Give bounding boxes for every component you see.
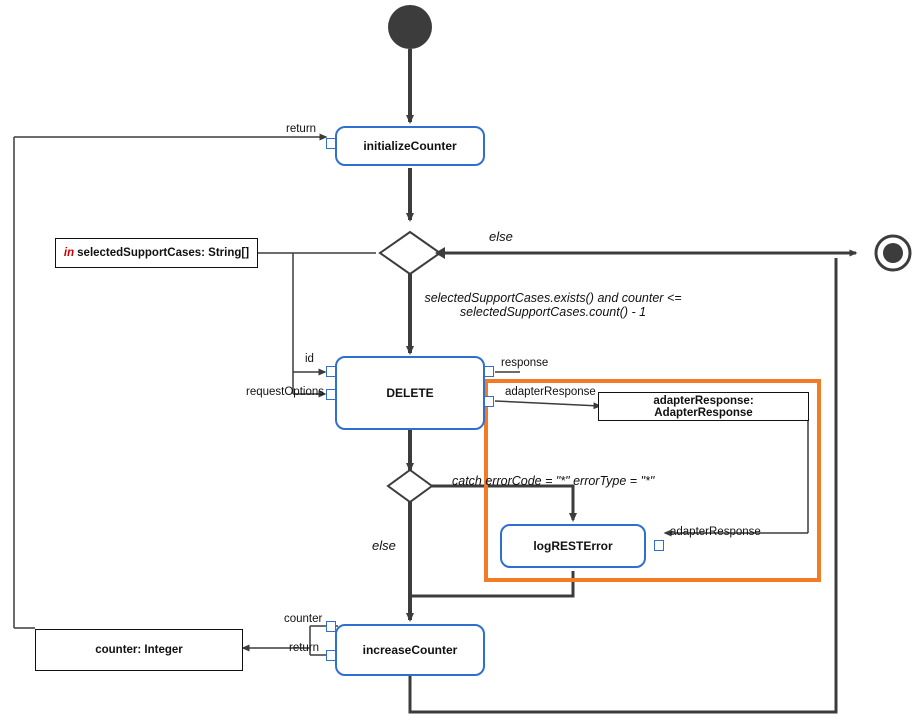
action-increase-counter-label: increaseCounter	[362, 643, 458, 657]
pin-increase-counter-return[interactable]	[326, 650, 336, 661]
pin-delete-response[interactable]	[484, 366, 494, 377]
pin-label-increase-counter-return: return	[289, 642, 320, 654]
object-selected-support-cases[interactable]	[55, 238, 258, 268]
object-counter[interactable]	[35, 629, 243, 671]
edge-label-else-bottom: else	[372, 538, 396, 553]
pin-label-log-rest-error-adapter-response: adapterResponse	[670, 526, 761, 538]
pin-delete-id[interactable]	[326, 366, 336, 377]
action-log-rest-error[interactable]	[500, 524, 646, 568]
action-delete-label: DELETE	[386, 386, 434, 400]
action-delete[interactable]	[335, 356, 485, 430]
action-initialize-counter[interactable]	[335, 126, 485, 166]
pin-initialize-counter-return[interactable]	[326, 138, 336, 149]
pin-delete-request-options[interactable]	[326, 389, 336, 400]
object-selected-support-cases-keyword: in	[63, 247, 75, 259]
pin-label-delete-id: id	[305, 353, 314, 365]
pin-increase-counter-counter[interactable]	[326, 621, 336, 632]
object-adapter-response-label: adapterResponse: AdapterResponse	[653, 394, 754, 419]
edge-label-catch-guard: catch errorCode = "*" errorType = "*"	[452, 474, 655, 488]
action-log-rest-error-label: logRESTError	[533, 539, 613, 553]
pin-label-increase-counter-counter: counter	[284, 613, 323, 625]
object-adapter-response[interactable]	[598, 392, 809, 421]
edge-label-loop-guard: selectedSupportCases.exists() and counter <= selectedSupportCases.count() - 1	[424, 291, 682, 319]
edge-label-else-top: else	[489, 229, 513, 244]
pin-log-rest-error-adapter-response[interactable]	[654, 540, 664, 551]
pin-label-initialize-counter-return: return	[286, 123, 317, 135]
action-initialize-counter-label: initializeCounter	[363, 139, 457, 153]
pin-delete-adapter-response[interactable]	[484, 396, 494, 407]
object-counter-label: counter: Integer	[95, 644, 183, 656]
pin-label-delete-request-options: requestOptions	[246, 386, 324, 398]
object-selected-support-cases-label: selectedSupportCases: String[]	[77, 247, 250, 259]
pin-label-delete-response: response	[501, 357, 549, 369]
pin-label-delete-adapter-response: adapterResponse	[505, 386, 596, 398]
action-increase-counter[interactable]	[335, 624, 485, 676]
